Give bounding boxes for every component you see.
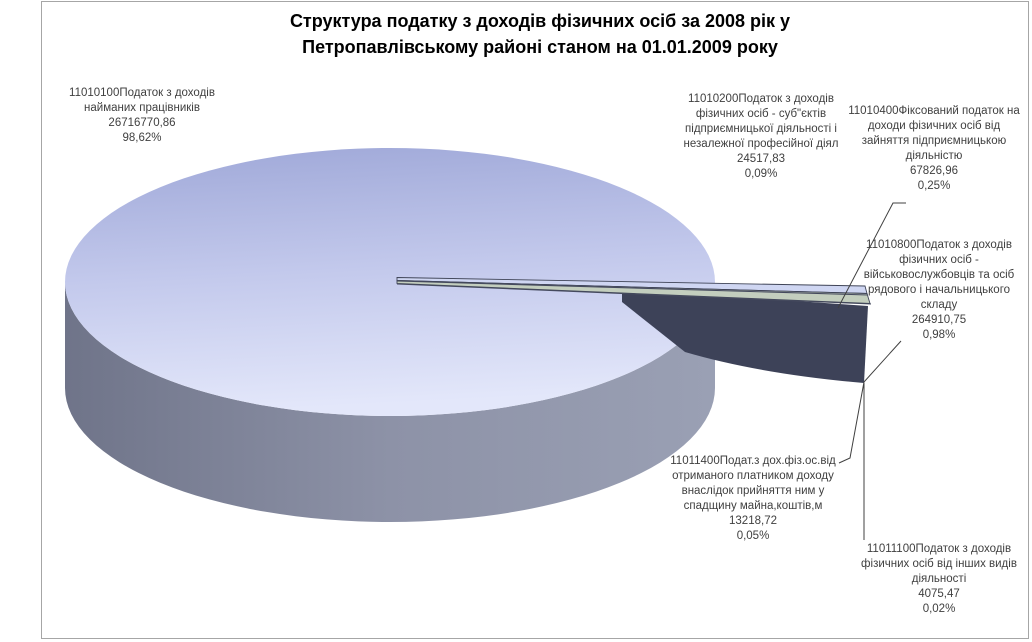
leader-line-11010800: [864, 341, 901, 382]
chart-title-line1: Структура податку з доходів фізичних осіб за 2008 рік у: [289, 11, 791, 31]
data-label-11011100[interactable]: 11011100Податок з доходів фізичних осіб від інших видів діяльності 4075,47 0,02%: [861, 543, 1017, 615]
data-label-11010200[interactable]: 11010200Податок з доходів фізичних осіб - суб"єктів підприємницької діяльності і незалежної професійної діял 24517,83 0,09%: [683, 93, 839, 180]
data-label-11010400[interactable]: 11010400Фіксований податок на доходи фізичних осіб від зайняття підприємницькою діяльністю 67826,96 0,25%: [848, 105, 1020, 192]
data-label-11010800[interactable]: 11010800Податок з доходів фізичних осіб - військовослужбовців та осіб рядового і начальницького складу 264910,75 0,98%: [863, 239, 1015, 341]
data-label-11011400[interactable]: 11011400Подат.з дох.фіз.ос.від отриманого платником доходу внаслідок прийняття ним у спадщину майна,коштів,м 13218,72 0,05%: [670, 455, 836, 542]
data-label-11010100[interactable]: 11010100Податок з доходів найманих працівників 26716770,86 98,62%: [69, 87, 215, 144]
chart-title-line2: Петропавлівському районі станом на 01.01.2009 року: [302, 37, 778, 57]
leader-line-11011400: [839, 382, 864, 463]
